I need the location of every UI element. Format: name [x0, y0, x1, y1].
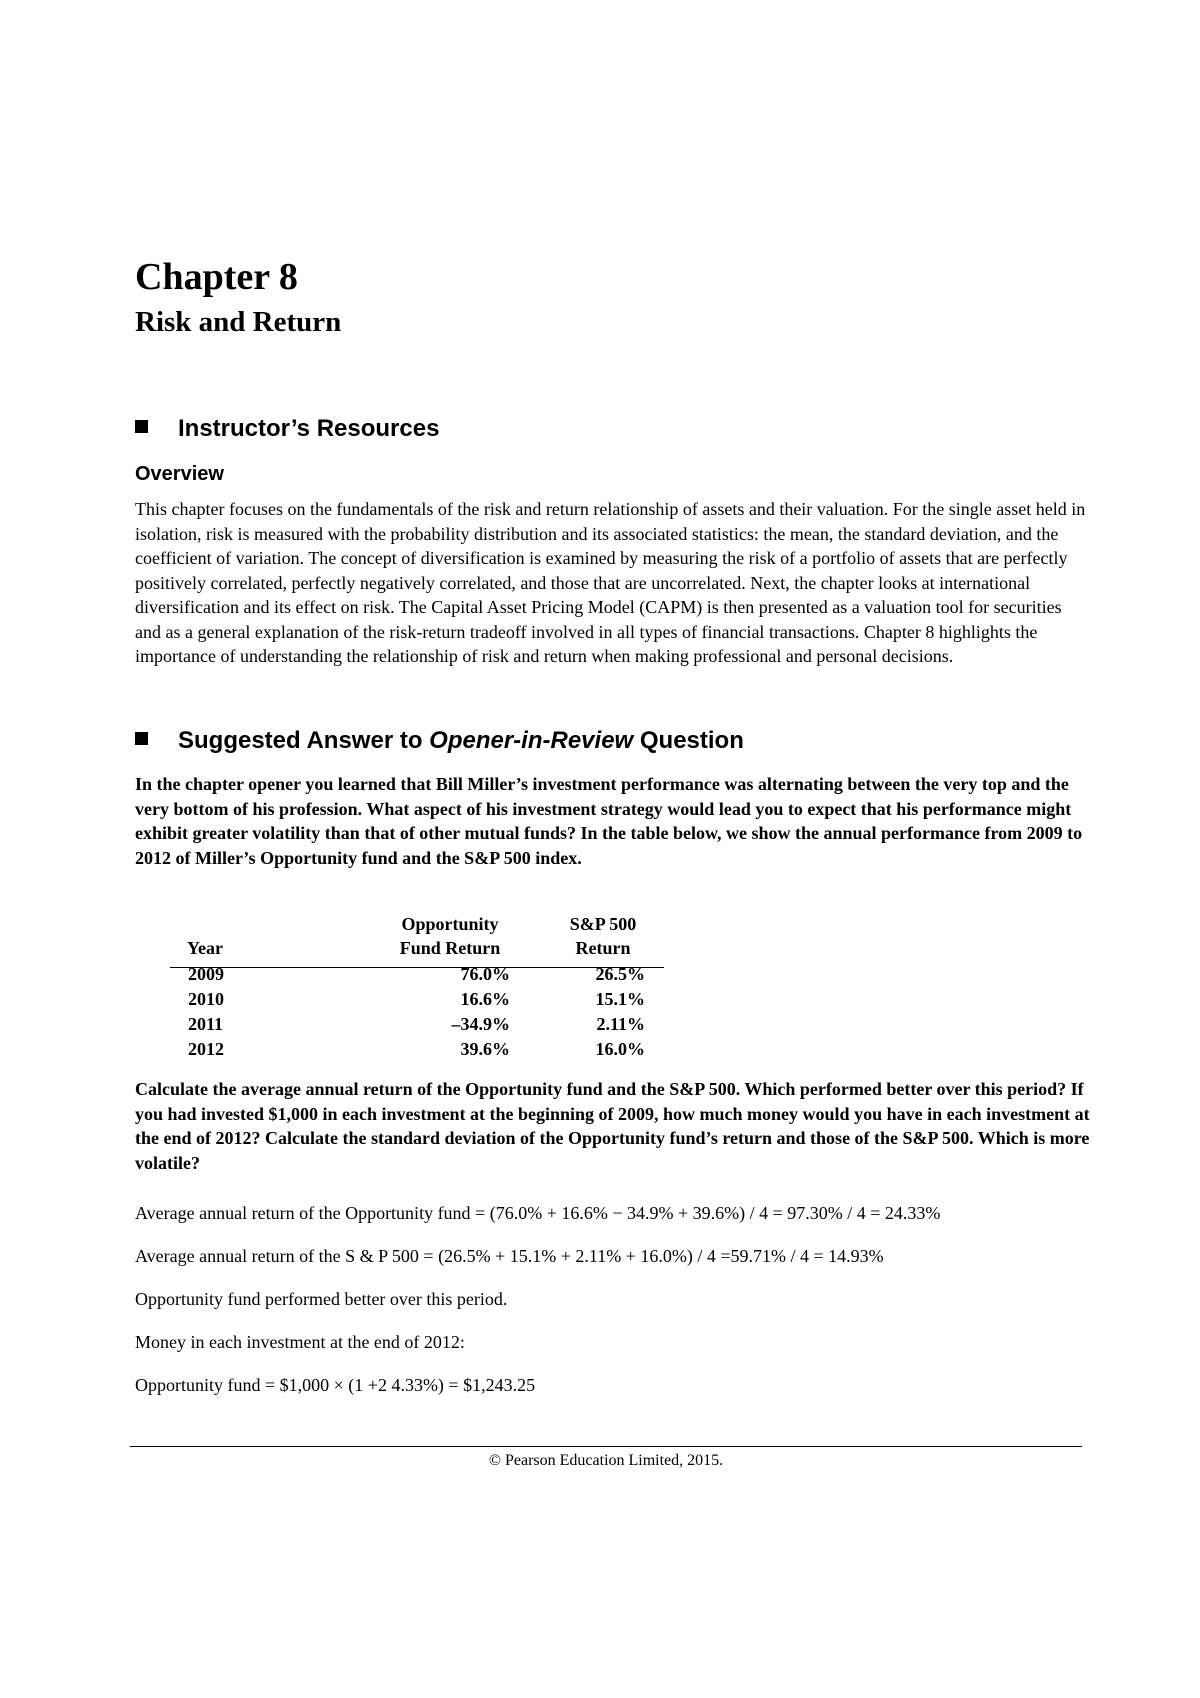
answer-line: Opportunity fund performed better over this period.	[135, 1289, 508, 1309]
square-bullet-icon	[135, 420, 148, 433]
chapter-title: Chapter 8	[135, 256, 298, 298]
suggested-answer-heading	[135, 729, 744, 753]
table-cell-year: 2012	[188, 1039, 224, 1059]
answer-line: Money in each investment at the end of 2012:	[135, 1332, 465, 1352]
overview-paragraph: This chapter focuses on the fundamentals of the risk and return relationship of assets and their valuation. For the single asset held in isolation, risk is measured with the probability distribution and its associated statistics: the mean, the standard deviation, and the coefficient of variation. The concept of diversification is examined by measuring the risk of a portfolio of assets that are perfectly positively correlated, perfectly negatively correlated, and those that are uncorrelated. Next, the chapter looks at international diversification and its effect on risk. The Capital Asset Pricing Model (CAPM) is then presented as a valuation tool for securities and as a general explanation of the risk-return tradeoff involved in all types of financial transactions. Chapter 8 highlights the importance of understanding the relationship of risk and return when making professional and personal decisions.	[135, 499, 1086, 666]
table-header-sp500-line1: S&P 500	[569, 914, 637, 934]
table-cell-opportunity: 76.0%	[460, 964, 510, 984]
table-header-opportunity-line1: Opportunity	[401, 914, 499, 934]
question-intro: In the chapter opener you learned that Bill Miller’s investment performance was alternating between the very top and the very bottom of his profession. What aspect of his investment strategy would lead you to expect that his performance might exhibit greater volatility than that of other mutual funds? In the table below, we show the annual performance from 2009 to 2012 of Miller’s Opportunity fund and the S&P 500 index.	[135, 774, 1083, 868]
table-cell-opportunity: 39.6%	[460, 1039, 510, 1059]
table-cell-opportunity: –34.9%	[451, 1014, 510, 1034]
answer-line: Opportunity fund = $1,000 × (1 +2 4.33%) = $1,243.25	[135, 1375, 536, 1395]
footer-copyright: © Pearson Education Limited, 2015.	[488, 1452, 724, 1469]
square-bullet-icon	[135, 732, 148, 745]
instructors-resources-heading	[135, 417, 439, 441]
table-header-rule	[170, 967, 664, 968]
answer-line: Average annual return of the S & P 500 = (26.5% + 15.1% + 2.11% + 16.0%) / 4 =59.71% / 4 = 14.93%	[135, 1246, 884, 1266]
table-row	[170, 1037, 670, 1061]
table-cell-year: 2010	[188, 989, 224, 1009]
table-cell-year: 2011	[188, 1014, 224, 1034]
table-header-opportunity	[360, 912, 540, 960]
suggested-answer-prefix: Suggested Answer to	[178, 727, 423, 754]
instructors-resources-label: Instructor’s Resources	[178, 415, 440, 442]
suggested-answer-suffix: Question	[639, 727, 744, 754]
table-row	[170, 1012, 670, 1036]
table-header-year: Year	[187, 938, 223, 958]
question-followup: Calculate the average annual return of the Opportunity fund and the S&P 500. Which performed better over this period? If you had invested $1,000 in each investment at the beginning of 2009, how much money would you have in each investment at the end of 2012? Calculate the standard deviation of the Opportunity fund’s return and those of the S&P 500. Which is more volatile?	[135, 1079, 1090, 1173]
table-header-sp500	[543, 912, 663, 960]
table-cell-sp500: 2.11%	[596, 1014, 645, 1034]
table-row	[170, 987, 670, 1011]
footer-rule	[130, 1446, 1082, 1447]
table-row	[170, 962, 670, 986]
table-cell-opportunity: 16.6%	[460, 989, 510, 1009]
chapter-subtitle: Risk and Return	[135, 306, 342, 338]
suggested-answer-italic: Opener-in-Review	[429, 727, 634, 754]
table-cell-sp500: 15.1%	[595, 989, 645, 1009]
table-cell-sp500: 26.5%	[595, 964, 645, 984]
table-cell-sp500: 16.0%	[595, 1039, 645, 1059]
table-cell-year: 2009	[188, 964, 224, 984]
table-header-opportunity-line2: Fund Return	[399, 938, 501, 958]
table-header-sp500-line2: Return	[575, 938, 631, 958]
answer-line: Average annual return of the Opportunity fund = (76.0% + 16.6% − 34.9% + 39.6%) / 4 = 97.30% / 4 = 24.33%	[135, 1203, 941, 1223]
overview-heading: Overview	[135, 463, 224, 485]
